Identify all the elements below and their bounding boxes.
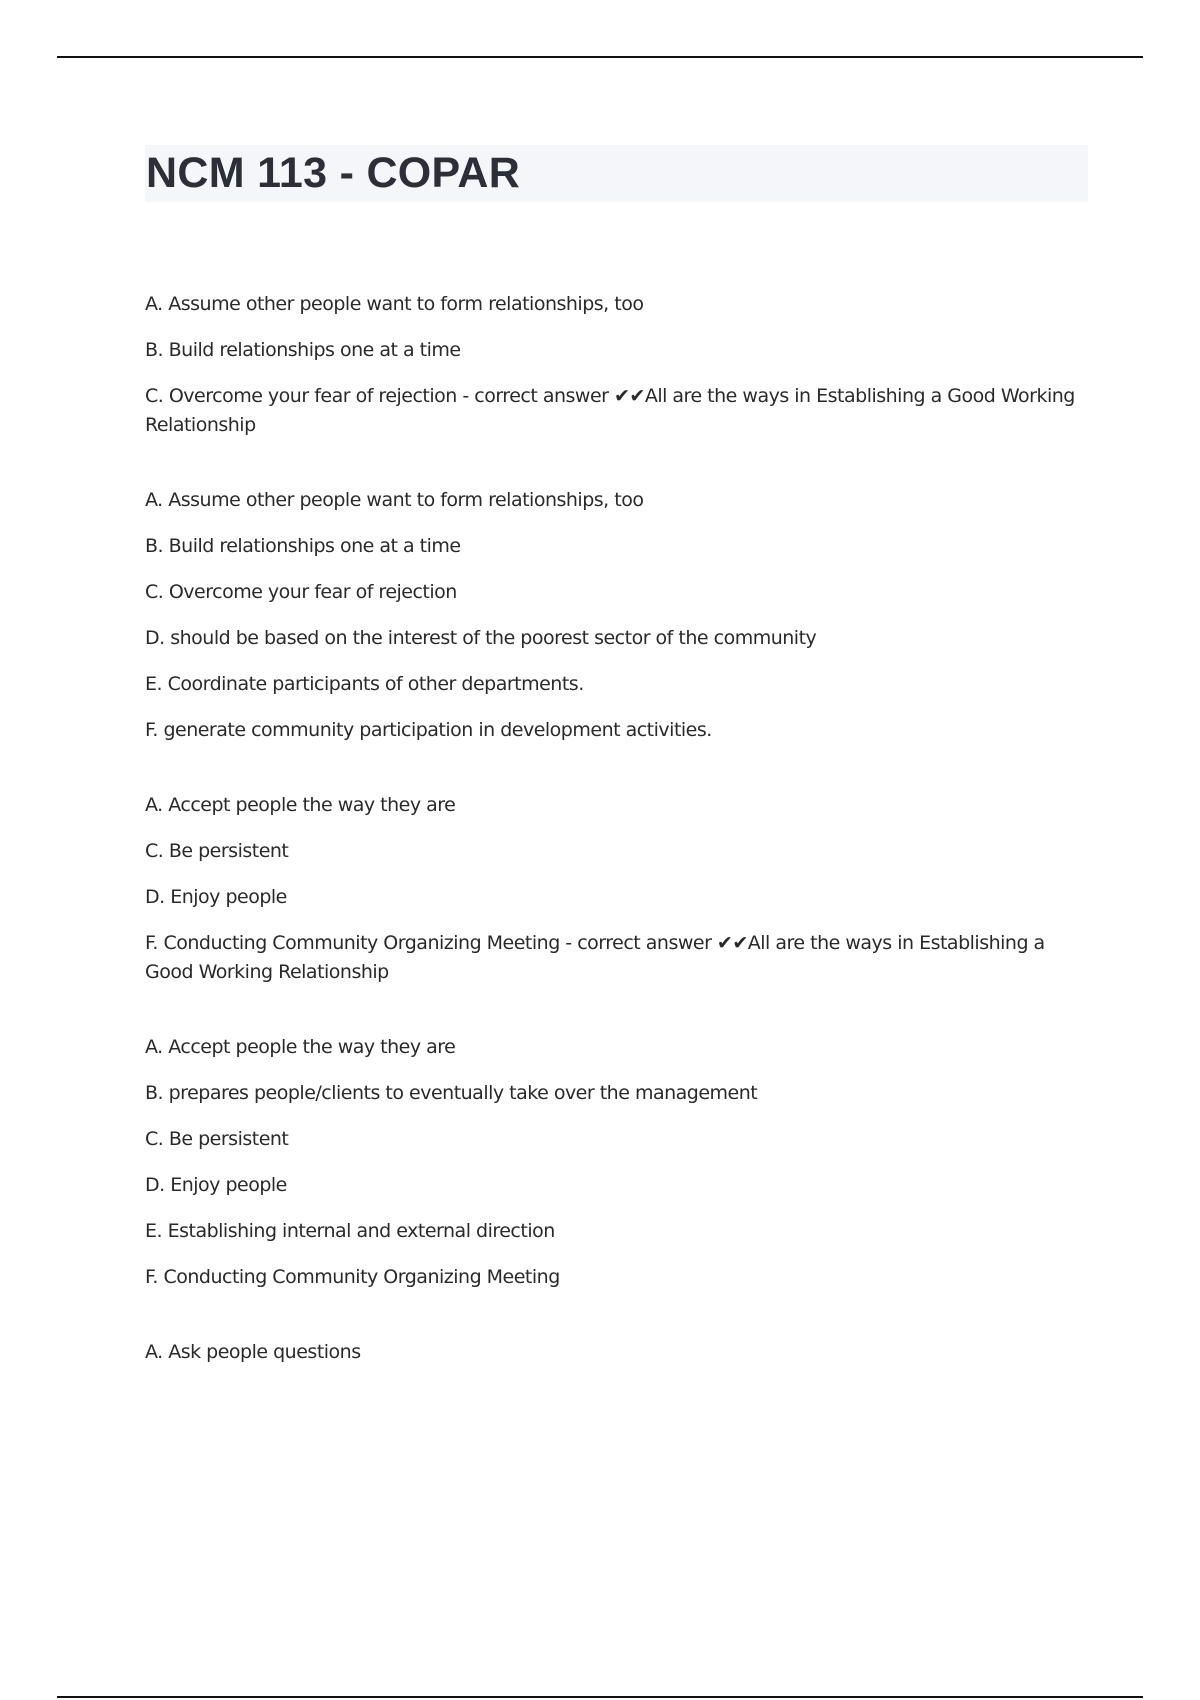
option-line: A. Accept people the way they are (145, 794, 456, 816)
option-line: C. Be persistent (145, 840, 289, 862)
option-line: D. Enjoy people (145, 886, 287, 908)
question-group-4 (145, 1033, 1085, 1292)
option-line: A. Accept people the way they are (145, 1036, 456, 1058)
option-line: E. Coordinate participants of other departments. (145, 673, 584, 695)
option-line-answer: F. Conducting Community Organizing Meeting - correct answer ✔✔All are the ways in Establishing a Good Working Relationship (145, 932, 1045, 983)
option-line: A. Ask people questions (145, 1341, 361, 1363)
bottom-rule (57, 1696, 1143, 1698)
option-line: B. prepares people/clients to eventually take over the management (145, 1082, 758, 1104)
option-line: B. Build relationships one at a time (145, 339, 461, 361)
option-line: F. Conducting Community Organizing Meeting (145, 1266, 560, 1288)
option-line: D. should be based on the interest of the poorest sector of the community (145, 627, 817, 649)
document-body (145, 290, 1085, 1413)
option-line-answer: C. Overcome your fear of rejection - correct answer ✔✔All are the ways in Establishing a Good Working Relationship (145, 385, 1075, 436)
option-line: E. Establishing internal and external direction (145, 1220, 555, 1242)
option-line: D. Enjoy people (145, 1174, 287, 1196)
question-group-1 (145, 290, 1085, 440)
document-title: NCM 113 - COPAR (146, 149, 521, 197)
option-line: A. Assume other people want to form relationships, too (145, 489, 644, 511)
option-line: B. Build relationships one at a time (145, 535, 461, 557)
top-rule (57, 56, 1143, 58)
question-group-5 (145, 1338, 1085, 1367)
option-line: A. Assume other people want to form relationships, too (145, 293, 644, 315)
question-group-3 (145, 791, 1085, 987)
option-line: F. generate community participation in development activities. (145, 719, 712, 741)
option-line: C. Overcome your fear of rejection (145, 581, 457, 603)
question-group-2 (145, 486, 1085, 745)
title-band (145, 145, 1088, 202)
option-line: C. Be persistent (145, 1128, 289, 1150)
